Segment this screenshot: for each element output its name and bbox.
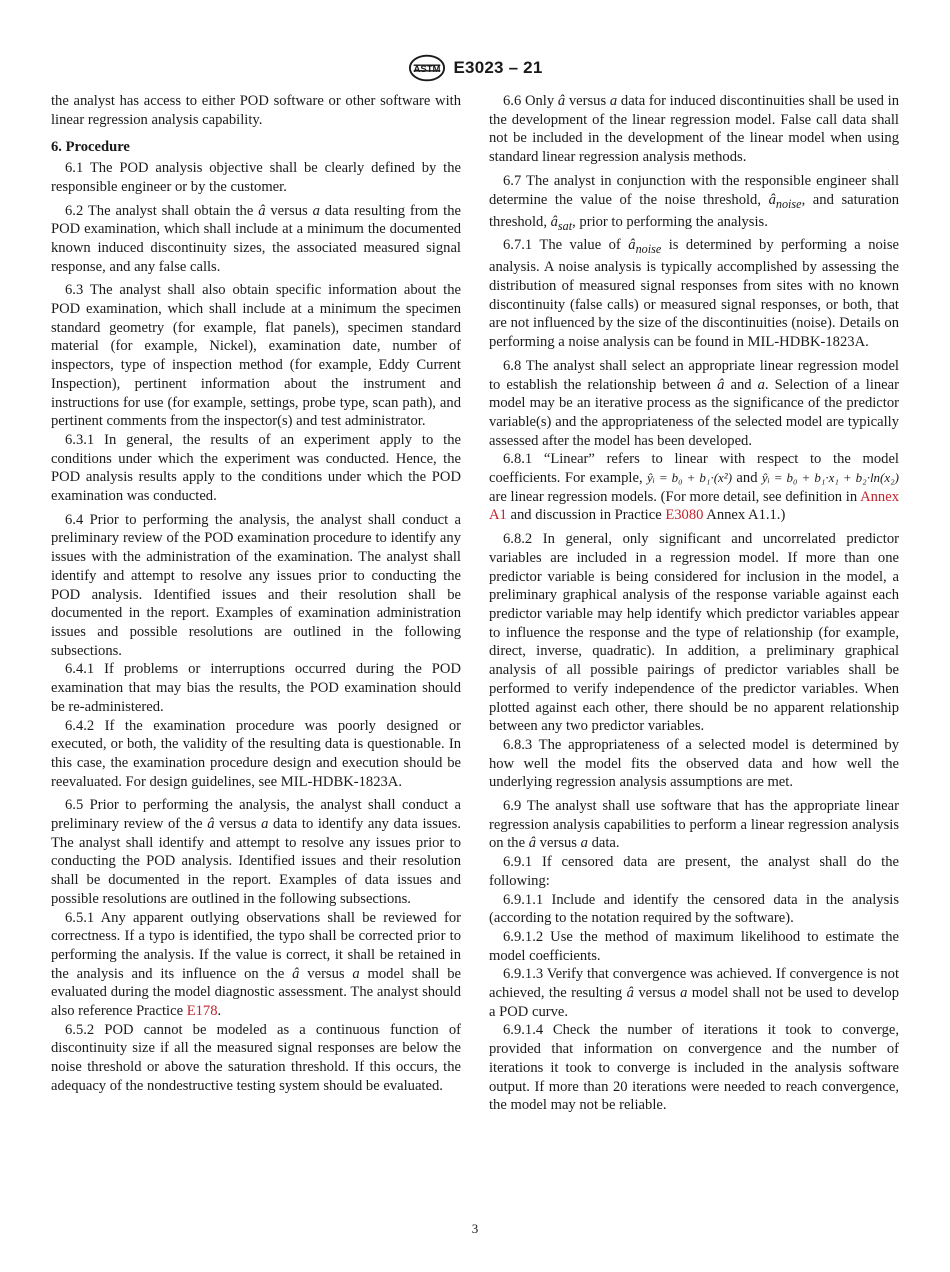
- reference-link-annex-a1[interactable]: Annex A1: [489, 488, 899, 524]
- paragraph-6-8-1: 6.8.1 “Linear” refers to linear with respect to the model coefficients. For example, ŷᵢ = b₀ + b₁·(x²) and ŷᵢ = b₀ + b₁·x₁ + b₂·ln(x₂) are linear regression models. (For more detail, see definition in Annex A1 and discussion in Practice E3080 Annex A1.1.): [489, 451, 899, 524]
- astm-logo-icon: [408, 53, 446, 83]
- formula-2: ŷᵢ = b₀ + b₁·x₁ + b₂·ln(x₂): [761, 470, 899, 486]
- paragraph-6-5-2: 6.5.2 POD cannot be modeled as a continuous function of discontinuity size if all the measured signal responses are below the noise threshold or above the saturation threshold. If this occurs, the adequacy of the nondestructive testing system should be evaluated.: [51, 1021, 461, 1094]
- left-column: [51, 92, 461, 1096]
- intro-paragraph: the analyst has access to either POD software or other software with linear regression analysis capability.: [51, 93, 461, 128]
- paragraph-6-5: 6.5 Prior to performing the analysis, the analyst shall conduct a preliminary review of the â versus a data to identify any data issues. The analyst shall identify and attempt to resolve any issues prior to conducting the POD analysis. Identified issues and their resolution shall be documented in the report. Examples of data issues and possible resolutions are outlined in the following subsections.: [51, 797, 461, 907]
- paragraph-6-4-1: 6.4.1 If problems or interruptions occurred during the POD examination that may bias the results, the POD examination should be re-administered.: [51, 661, 461, 715]
- page-number: 3: [471, 1221, 479, 1236]
- page-header: [0, 50, 950, 86]
- reference-link-e3080[interactable]: E3080: [665, 507, 704, 524]
- paragraph-6-5-1: 6.5.1 Any apparent outlying observations shall be reviewed for correctness. If a typo is identified, the typo shall be corrected prior to performing the analysis. If the value is correct, it shall be retained in the analysis and its influence on the â versus a model shall be evaluated during the model diagnostic assessment. The analyst should also reference Practice E178.: [51, 909, 461, 1020]
- paragraph-6-4-2: 6.4.2 If the examination procedure was poorly designed or executed, or both, the validity of the resulting data is questionable. In this case, the examination procedure design and execution should be reevaluated. For design guidelines, see MIL-HDBK-1823A.: [51, 717, 461, 790]
- reference-link-e178[interactable]: E178: [186, 1003, 218, 1020]
- paragraph-6-7-1: 6.7.1 The value of $â_{noise}$ is determined by performing a noise analysis. A noise analysis is typically accomplished by assessing the distribution of measured signal responses from sites with no known discontinuity (false calls) or measured signal responses, or both, that are not influenced by the size of the discontinuities (noise). Details on performing a noise analysis can be found in MIL-HDBK-1823A.: [489, 236, 900, 351]
- document-code: E3023 – 21: [453, 58, 543, 77]
- paragraph-6-7: 6.7 The analyst in conjunction with the responsible engineer shall determine the value of the noise threshold, $â_{noise}$, and saturation threshold, $â_{sat}$, prior to performing the analysis.: [489, 172, 899, 234]
- formula-1: ŷᵢ = b₀ + b₁·(x²): [647, 470, 733, 486]
- svg-text:ASTM: ASTM: [413, 63, 440, 75]
- paragraph-6-9-1-1: 6.9.1.1 Include and identify the censored data in the analysis (according to the notation required by the software).: [489, 891, 899, 927]
- paragraph-6-3-1: 6.3.1 In general, the results of an experiment apply to the conditions under which the experiment was conducted. Hence, the POD analysis results apply to the conditions under which the POD examination was conducted.: [51, 431, 461, 505]
- paragraph-6-8-3: 6.8.3 The appropriateness of a selected model is determined by how well the model fits the observed data and how well the underlying regression analysis assumptions are met.: [489, 736, 899, 791]
- paragraph-6-1: 6.1 The POD analysis objective shall be clearly defined by the responsible engineer or by the customer.: [51, 160, 461, 195]
- paragraph-6-9-1-3: 6.9.1.3 Verify that convergence was achieved. If convergence is not achieved, the resulting â versus a model shall not be used to develop a POD curve.: [489, 966, 899, 1020]
- paragraph-6-9-1-4: 6.9.1.4 Check the number of iterations it took to converge, provided that information on convergence and the number of iterations it took to converge is included in the analysis software output. If more than 20 iterations were needed to reach convergence, the model may not be reliable.: [489, 1022, 899, 1114]
- right-column: [489, 92, 899, 1115]
- paragraph-6-9-1-2: 6.9.1.2 Use the method of maximum likelihood to estimate the model coefficients.: [489, 928, 899, 964]
- paragraph-6-9: 6.9 The analyst shall use software that has the appropriate linear regression analysis capabilities to perform a linear regression analysis on the â versus a data.: [489, 798, 899, 852]
- paragraph-6-6: 6.6 Only â versus a data for induced discontinuities shall be used in the development of the linear regression model. False call data shall not be included in the development of the linear model when using standard linear regression analysis methods.: [489, 93, 899, 166]
- paragraph-6-3: 6.3 The analyst shall also obtain specific information about the POD examination, which shall include at a minimum the specimen standard geometry (for example, flat panels), specimen standard material (for example, Nickel), examination date, number of inspectors, type of inspection method (for example, Eddy Current Inspection), pertinent information about the instrument and instructions for use (for example, settings, probe type, scan path), and pertinent comments from the inspector(s) and test administrator.: [51, 282, 461, 430]
- paragraph-6-9-1: 6.9.1 If censored data are present, the analyst shall do the following:: [489, 854, 899, 889]
- paragraph-6-4: 6.4 Prior to performing the analysis, the analyst shall conduct a preliminary review of the POD examination procedure to identify any issues with the administration of the examination. The analyst shall identify and attempt to resolve any issues prior to conducting the POD analysis. Identified issues and their resolution shall be documented in the report. Examples of examination administration issues and possible resolutions are outlined in the following subsections.: [51, 511, 461, 659]
- paragraph-6-8: 6.8 The analyst shall select an appropriate linear regression model to establish the relationship between â and a. Selection of a linear model may be an iterative process as the significance of the predictor variable(s) and the appropriateness of the selected model are typically assessed after the model has been developed.: [489, 357, 900, 449]
- paragraph-6-8-2: 6.8.2 In general, only significant and uncorrelated predictor variables are included in a regression model. If more than one predictor variable is being considered for inclusion in the model, a preliminary graphical analysis of the response variable against each predictor variable may help identify which predictor variables appear to influence the response and the type of relationship (for example, direct, inverse, quadratic). In addition, a preliminary graphical analysis of all possible pairings of predictor variables shall be performed to verify independence of the predictor variables. When plotted against each other, there should be no apparent relationship between any two predictor variables.: [489, 531, 899, 735]
- paragraph-6-2: 6.2 The analyst shall obtain the â versus a data resulting from the POD examination, which shall include at a minimum the documented known induced discontinuity sizes, the associated measured signal response, and any false calls.: [51, 202, 462, 275]
- section-heading: 6. Procedure: [51, 139, 130, 156]
